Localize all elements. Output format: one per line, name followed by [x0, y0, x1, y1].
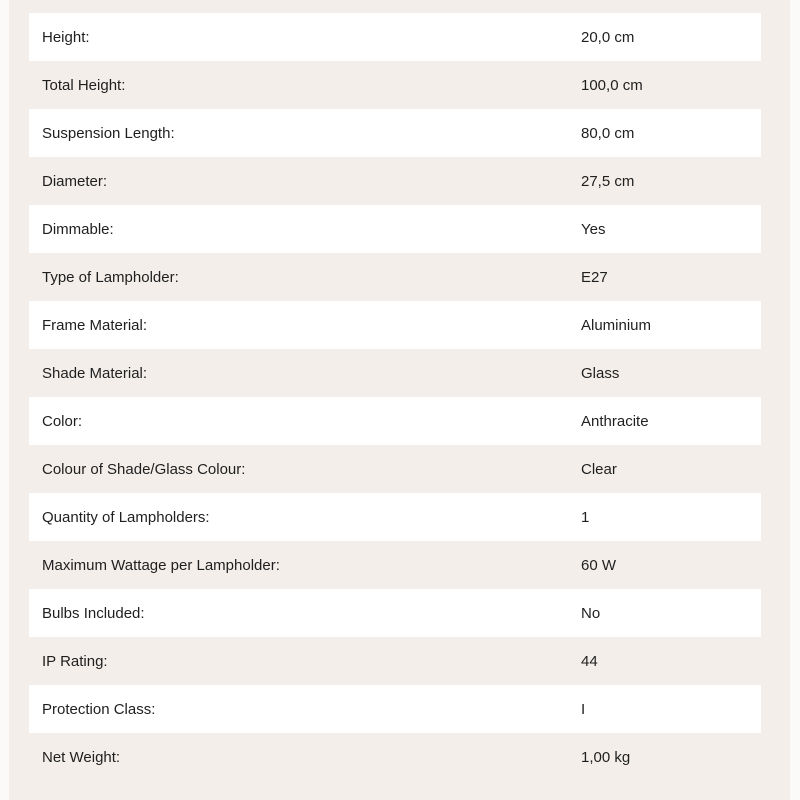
spec-value: 1,00 kg: [581, 748, 631, 766]
spec-value: E27: [581, 268, 608, 286]
spec-label: Shade Material:: [42, 364, 148, 382]
spec-label: Quantity of Lampholders:: [42, 508, 210, 526]
spec-row: [29, 493, 761, 541]
spec-row: [29, 445, 761, 493]
spec-row: [29, 349, 761, 397]
spec-label: Colour of Shade/Glass Colour:: [42, 460, 246, 478]
spec-row: [29, 637, 761, 685]
spec-value: Anthracite: [581, 412, 649, 430]
spec-label: Frame Material:: [42, 316, 148, 334]
spec-row: [29, 109, 761, 157]
spec-value: Yes: [581, 220, 606, 238]
spec-label: Height:: [42, 28, 90, 46]
spec-row: [29, 733, 761, 781]
spec-value: 20,0 cm: [581, 28, 635, 46]
spec-value: 44: [581, 652, 598, 670]
spec-label: Maximum Wattage per Lampholder:: [42, 556, 280, 574]
spec-value: 80,0 cm: [581, 124, 635, 142]
spec-value: I: [581, 700, 586, 718]
spec-label: Type of Lampholder:: [42, 268, 179, 286]
spec-row: [29, 61, 761, 109]
spec-value: 100,0 cm: [581, 76, 643, 94]
spec-label: Dimmable:: [42, 220, 114, 238]
spec-row: [29, 397, 761, 445]
spec-value: Clear: [581, 460, 617, 478]
spec-row: [29, 205, 761, 253]
spec-value: 60 W: [581, 556, 617, 574]
spec-label: IP Rating:: [42, 652, 108, 670]
specifications-panel: [9, 0, 790, 800]
spec-label: Diameter:: [42, 172, 108, 190]
spec-row: [29, 301, 761, 349]
spec-label: Total Height:: [42, 76, 126, 94]
spec-label: Bulbs Included:: [42, 604, 145, 622]
spec-row: [29, 589, 761, 637]
spec-value: Glass: [581, 364, 620, 382]
spec-label: Color:: [42, 412, 83, 430]
spec-row: [29, 13, 761, 61]
spec-value: 1: [581, 508, 590, 526]
spec-value: Aluminium: [581, 316, 652, 334]
spec-label: Protection Class:: [42, 700, 156, 718]
spec-row: [29, 685, 761, 733]
spec-label: Net Weight:: [42, 748, 121, 766]
spec-row: [29, 157, 761, 205]
spec-label: Suspension Length:: [42, 124, 175, 142]
spec-row: [29, 541, 761, 589]
spec-value: No: [581, 604, 601, 622]
spec-value: 27,5 cm: [581, 172, 635, 190]
specifications-table: [29, 13, 761, 781]
spec-row: [29, 253, 761, 301]
